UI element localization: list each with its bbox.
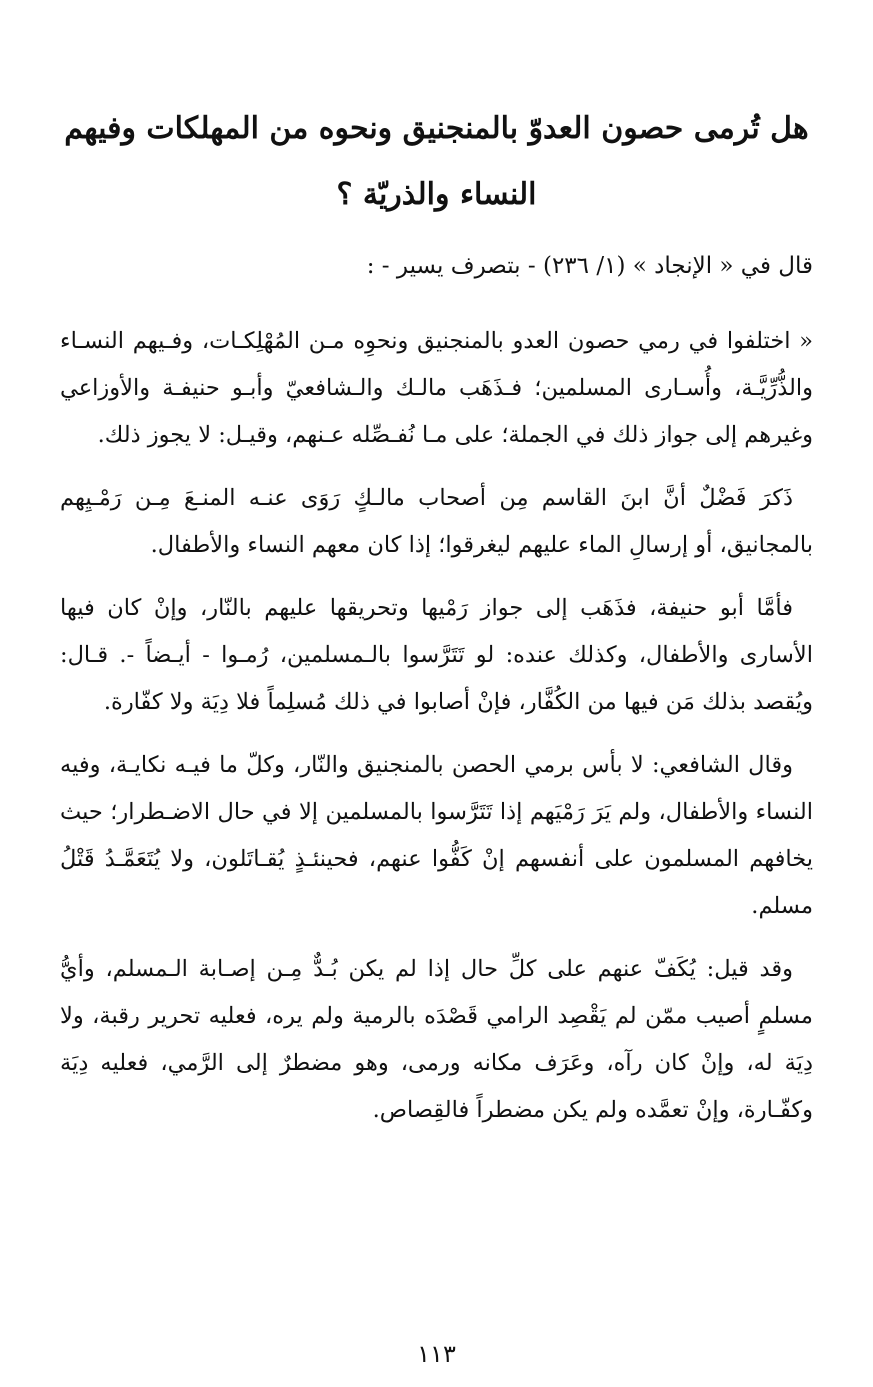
paragraph: وقد قيل: يُكَفّ عنهم على كلِّ حال إذا لم يكن بُـدٌّ مِـن إصـابة الـمسلم، وأيُّ مسلمٍ أصيب ممّن لم يَقْصِد الرامي قَصْدَه بالرمية ولم يره، فعليه تحرير رقبة، ولا دِيَة له، وإنْ كان رآه، وعَرَف مكانه ورمى، وهو مضطرٌ إلى الرَّمي، فعليه دِيَة وكفّـارة، وإنْ تعمَّده ولم يكن مضطراً فالقِصاص. <box>60 956 813 1123</box>
page-number: ١١٣ <box>417 1340 456 1368</box>
paragraph: « اختلفوا في رمي حصون العدو بالمنجنيق ونحوِه مـن المُهْلِكـات، وفـيهم النسـاء والذُّرِّيَّـة، وأُسـارى المسلمين؛ فـذَهَب مالـك والـشافعيّ وأبـو حنيفـة والأوزاعي وغيرهم إلى جواز ذلك في الجملة؛ على مـا نُفـصِّله عـنهم، وقيـل: لا يجوز ذلك. <box>60 328 813 448</box>
paragraph: ذَكرَ فَضْلٌ أنَّ ابنَ القاسم مِن أصحاب مالـكٍ رَوَى عنـه المنـعَ مِـن رَمْـيِهم بالمجانيق، أو إرسالِ الماء عليهم ليغرقوا؛ إذا كان معهم النساء والأطفال. <box>60 485 813 558</box>
body-text <box>60 318 813 1150</box>
section-title: هل تُرمى حصون العدوّ بالمنجنيق ونحوه من المهلكات وفيهم النساء والذريّة ؟ <box>64 111 809 212</box>
paragraph: وقال الشافعي: لا بأس برمي الحصن بالمنجنيق والنّار، وكلّ ما فيـه نكايـة، وفيه النساء والأطفال، ولم يَرَ رَمْيَهم إذا تَتَرَّسوا بالمسلمين إلا في حال الاضـطرار؛ حيث يخافهم المسلمون على أنفسهم إنْ كَفُّوا عنهم، فحينئـذٍ يُقـاتَلون، ولا يُتَعَمَّـدُ قَتْلُ مسلم. <box>60 752 813 919</box>
paragraph: فأمَّا أبو حنيفة، فذَهَب إلى جواز رَمْيها وتحريقها عليهم بالنّار، وإنْ كان فيها الأسارى والأطفال، وكذلك عنده: لو تَتَرَّسوا بالـمسلمين، رُمـوا - أيـضاً -. قـال: ويُقصد بذلك مَن فيها من الكُفَّار، فإنْ أصابوا في ذلك مُسلِماً فلا دِيَة ولا كفّارة. <box>60 595 813 715</box>
citation-line: قال في « الإنجاد » (١/ ٢٣٦) - بتصرف يسير - : <box>366 253 813 279</box>
